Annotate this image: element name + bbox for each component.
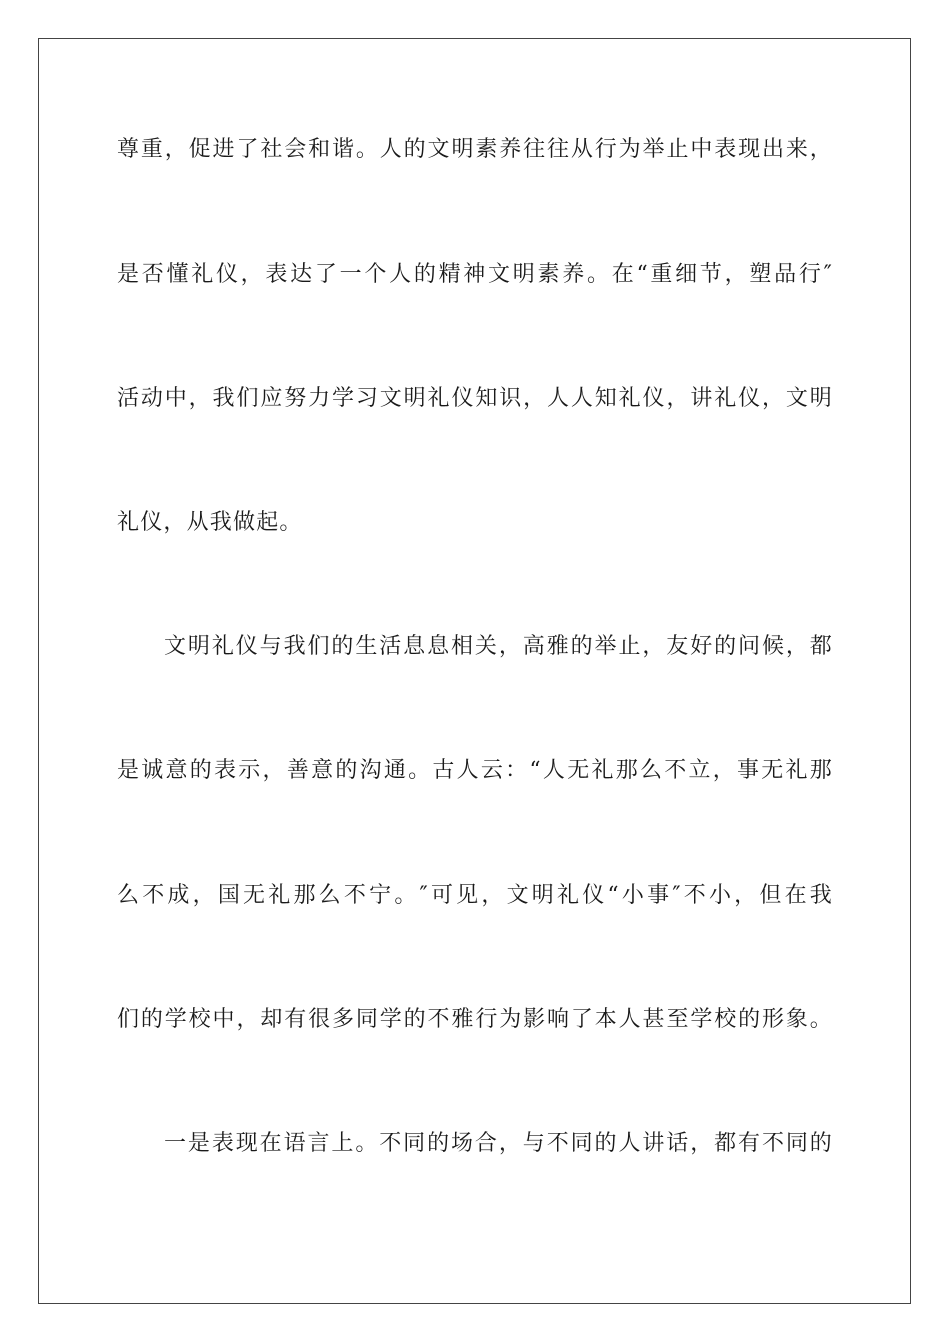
paragraph-line: 是诚意的表示，善意的沟通。古人云：“人无礼那么不立，事无礼那	[117, 758, 833, 783]
paragraph-line: 活动中，我们应努力学习文明礼仪知识，人人知礼仪，讲礼仪，文明	[117, 386, 833, 411]
document-page	[38, 38, 911, 1304]
paragraph-first-line: 文明礼仪与我们的生活息息相关，高雅的举止，友好的问候，都	[164, 634, 833, 659]
paragraph-line: 们的学校中，却有很多同学的不雅行为影响了本人甚至学校的形象。	[117, 1007, 833, 1032]
paragraph-line: 么不成，国无礼那么不宁。″可见，文明礼仪“小事″不小，但在我	[117, 883, 833, 908]
paragraph-line: 尊重，促进了社会和谐。人的文明素养往往从行为举止中表现出来，	[117, 137, 833, 162]
paragraph-line: 礼仪，从我做起。	[117, 510, 303, 535]
paragraph-line: 是否懂礼仪，表达了一个人的精神文明素养。在“重细节，塑品行″	[117, 262, 833, 287]
paragraph-first-line: 一是表现在语言上。不同的场合，与不同的人讲话，都有不同的	[164, 1131, 833, 1156]
